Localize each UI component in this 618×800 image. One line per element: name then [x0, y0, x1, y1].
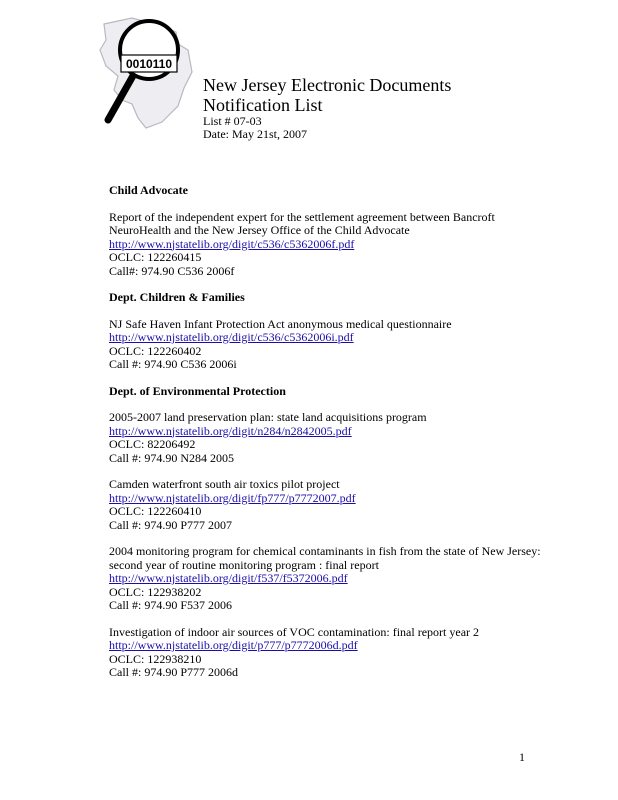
entry-call-number: Call #: 974.90 F537 2006 [109, 598, 233, 612]
entry-title: NJ Safe Haven Infant Protection Act anonymous medical questionnaire [109, 316, 452, 331]
document-entry [109, 211, 549, 279]
entry-oclc: OCLC: 122938202 [109, 584, 202, 599]
entry-call-number: Call#: 974.90 C536 2006f [109, 263, 235, 278]
entry-pdf-link[interactable]: http://www.njstatelib.org/digit/c536/c5362006i.pdf [109, 330, 354, 344]
document-title-line1: New Jersey Electronic Documents [203, 75, 452, 95]
entry-title: Report of the independent expert for the settlement agreement between Bancroft NeuroHealth and the New Jersey Office of the Child Advocate [109, 209, 495, 237]
document-entry [109, 478, 549, 532]
entry-oclc: OCLC: 122938210 [109, 651, 202, 666]
document-entry [109, 318, 549, 372]
entry-pdf-link[interactable]: http://www.njstatelib.org/digit/f537/f5372006.pdf [109, 571, 348, 585]
document-entry [109, 411, 549, 465]
entry-oclc: OCLC: 122260402 [109, 343, 202, 358]
logo-binary-text: 0010110 [125, 57, 173, 71]
entry-title: 2005-2007 land preservation plan: state land acquisitions program [109, 410, 427, 424]
entry-call-number: Call #: 974.90 N284 2005 [109, 450, 234, 465]
page-number: 1 [519, 750, 525, 764]
list-date: Date: May 21st, 2007 [203, 127, 307, 141]
document-header [203, 75, 451, 141]
entry-call-number: Call #: 974.90 P777 2007 [109, 517, 233, 532]
nj-map-magnifier-icon [92, 10, 200, 132]
list-number: List # 07-03 [203, 114, 262, 128]
entry-call-number: Call #: 974.90 P777 2006d [109, 665, 239, 679]
entry-pdf-link[interactable]: http://www.njstatelib.org/digit/fp777/p7772007.pdf [109, 490, 356, 505]
section-title: Dept. of Environmental Protection [109, 383, 286, 398]
section-title: Dept. Children & Families [109, 290, 245, 304]
entry-pdf-link[interactable]: http://www.njstatelib.org/digit/n284/n2842005.pdf [109, 423, 352, 438]
entry-pdf-link[interactable]: http://www.njstatelib.org/digit/p777/p7772006d.pdf [109, 638, 358, 652]
entry-title: Investigation of indoor air sources of VOC contamination: final report year 2 [109, 624, 480, 639]
entry-title: 2004 monitoring program for chemical contaminants in fish from the state of New Jersey: second year of routine monitoring program : final report [109, 544, 541, 572]
document-entry [109, 626, 549, 680]
document-entry [109, 545, 549, 613]
entry-oclc: OCLC: 122260410 [109, 504, 202, 518]
nj-state-library-logo [92, 10, 200, 132]
entry-pdf-link[interactable]: http://www.njstatelib.org/digit/c536/c5362006f.pdf [109, 236, 355, 251]
section-child-advocate [109, 184, 549, 278]
section-title: Child Advocate [109, 183, 189, 197]
document-title-line2: Notification List [203, 95, 323, 115]
section-dept-children-families [109, 291, 549, 372]
section-dept-environmental-protection [109, 385, 549, 680]
entry-oclc: OCLC: 82206492 [109, 437, 196, 451]
entry-oclc: OCLC: 122260415 [109, 250, 202, 264]
document-body [109, 184, 549, 693]
entry-call-number: Call #: 974.90 C536 2006i [109, 357, 237, 371]
entry-title: Camden waterfront south air toxics pilot project [109, 477, 340, 491]
